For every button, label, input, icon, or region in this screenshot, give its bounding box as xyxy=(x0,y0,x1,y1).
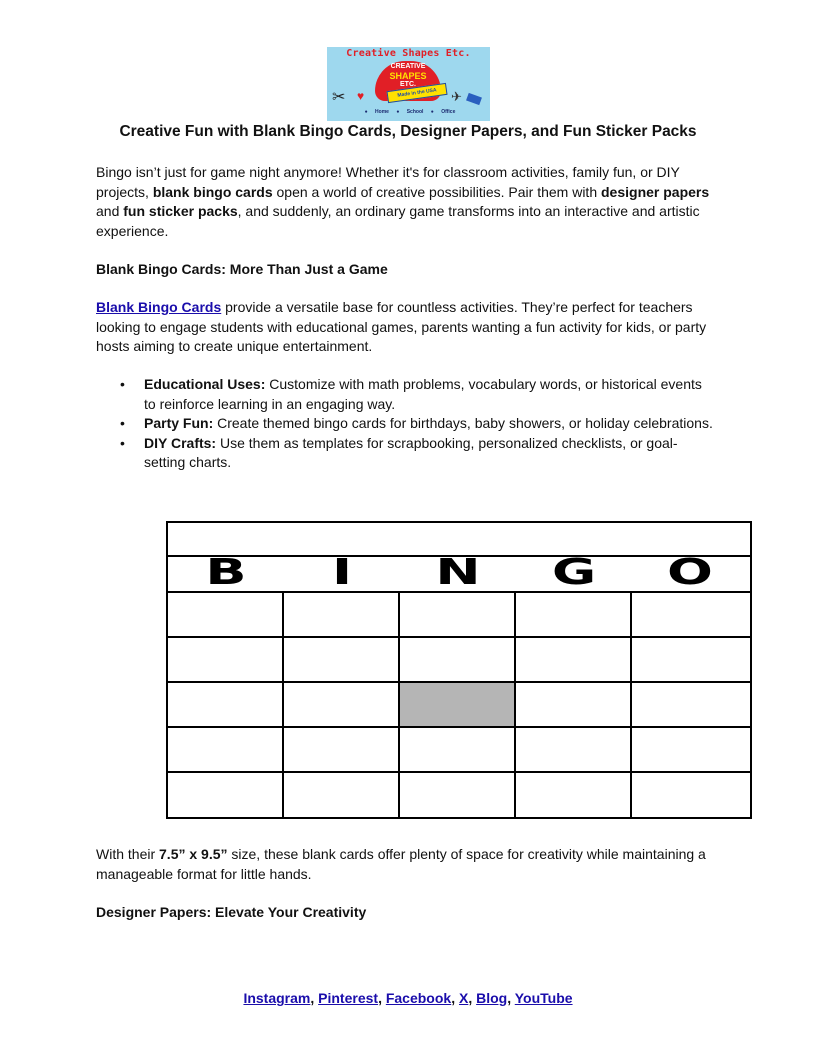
logo-top-text: Creative Shapes Etc. xyxy=(346,48,471,59)
bingo-letter: I xyxy=(331,552,353,593)
bingo-cell xyxy=(284,638,400,683)
bingo-cell xyxy=(632,593,750,638)
logo-made-banner: Made in the USA xyxy=(386,83,447,103)
page-title: Creative Fun with Blank Bingo Cards, Designer Papers, and Fun Sticker Packs xyxy=(119,123,697,140)
list-item xyxy=(96,375,716,414)
bluebird-icon xyxy=(466,93,482,105)
bingo-cell xyxy=(632,773,750,818)
logo-name-line1: CREATIVE xyxy=(390,63,426,70)
bingo-letter: B xyxy=(205,552,247,593)
footer-separator: , xyxy=(451,990,459,1006)
logo-name-line3: ETC. xyxy=(400,81,416,88)
footer-separator: , xyxy=(310,990,319,1006)
bingo-cell xyxy=(516,683,632,728)
footer-link-facebook[interactable]: Facebook xyxy=(385,990,452,1006)
intro-text-1: Bingo isn’t just for game night anymore! Whether it's for classroom activities, family fun, or DIY projects, xyxy=(96,164,680,200)
list-item xyxy=(96,414,716,434)
size-text-2: size, these blank cards offer plenty of space for creativity while maintaining a manageable format for little hands. xyxy=(96,846,706,882)
list-item xyxy=(96,434,716,473)
size-paragraph xyxy=(96,845,726,884)
footer-separator: , xyxy=(468,990,477,1006)
bird-icon: ✈ xyxy=(451,89,462,104)
bingo-free-cell xyxy=(400,683,516,728)
bingo-grid xyxy=(168,593,750,817)
footer-link-blog[interactable]: Blog xyxy=(476,990,508,1006)
intro-text-2: open a world of creative possibilities. Pair them with xyxy=(272,183,601,200)
footer-link-pinterest[interactable]: Pinterest xyxy=(318,990,379,1006)
bingo-letters-row xyxy=(168,552,750,593)
bingo-cell xyxy=(168,593,284,638)
bingo-cell xyxy=(168,773,284,818)
section-heading-papers: Designer Papers: Elevate Your Creativity xyxy=(96,904,367,920)
bingo-cell xyxy=(516,773,632,818)
footer-link-x[interactable]: X xyxy=(458,990,469,1006)
uses-list xyxy=(96,375,716,473)
bingo-cell xyxy=(516,728,632,773)
intro-paragraph xyxy=(96,163,726,241)
intro-text-3: and xyxy=(96,203,124,219)
bingo-cell xyxy=(284,728,400,773)
footer-separator: , xyxy=(507,990,515,1006)
logo-name-line2: SHAPES xyxy=(389,71,427,81)
bingo-cell xyxy=(284,593,400,638)
bingo-cell xyxy=(632,638,750,683)
bingo-cell xyxy=(168,683,284,728)
bingo-cell xyxy=(632,728,750,773)
intro-text-4: , and suddenly, an ordinary game transforms into an interactive and artistic experience. xyxy=(96,203,700,239)
bingo-paragraph-text: provide a versatile base for countless activities. They’re perfect for teachers looking to engage students with educational games, parents wanting a fun activity for kids, or party hosts aiming to create unique entertainment. xyxy=(96,299,707,354)
intro-bold-2: designer papers xyxy=(601,183,710,200)
bingo-cell xyxy=(168,638,284,683)
bingo-cell xyxy=(400,773,516,818)
bingo-paragraph xyxy=(96,298,726,357)
bingo-cell xyxy=(400,728,516,773)
size-bold: 7.5” x 9.5” xyxy=(159,846,228,862)
footer-link-instagram[interactable]: Instagram xyxy=(243,990,311,1006)
bingo-cell xyxy=(284,773,400,818)
bingo-cell xyxy=(400,593,516,638)
bingo-letter: N xyxy=(435,552,481,593)
blank-bingo-cards-link[interactable]: Blank Bingo Cards xyxy=(96,299,222,315)
list-item-text: Create themed bingo cards for birthdays, baby showers, or holiday celebrations. xyxy=(213,415,713,431)
bingo-cell xyxy=(400,638,516,683)
list-item-label: Party Fun: xyxy=(144,415,214,431)
bingo-cell xyxy=(284,683,400,728)
footer-link-youtube[interactable]: YouTube xyxy=(514,990,573,1006)
section-heading-bingo: Blank Bingo Cards: More Than Just a Game xyxy=(96,261,388,277)
bingo-cell xyxy=(632,683,750,728)
bingo-cell xyxy=(516,638,632,683)
heart-icon: ♥ xyxy=(357,89,365,103)
intro-bold-1: blank bingo cards xyxy=(152,183,273,200)
bingo-card-image xyxy=(166,521,752,819)
intro-bold-3: fun sticker packs xyxy=(123,203,238,219)
list-item-label: Educational Uses: xyxy=(144,376,266,392)
list-item-text: Use them as templates for scrapbooking, personalized checklists, or goal-setting charts. xyxy=(144,434,678,470)
list-item-text: Customize with math problems, vocabulary words, or historical events to reinforce learning in an engaging way. xyxy=(144,376,702,412)
scissors-icon: ✂ xyxy=(332,89,346,106)
bingo-cell xyxy=(168,728,284,773)
social-links-footer xyxy=(0,988,816,1008)
brand-logo xyxy=(327,47,490,121)
bingo-letter: G xyxy=(551,552,597,593)
bingo-cell xyxy=(516,593,632,638)
list-item-label: DIY Crafts: xyxy=(144,434,217,451)
footer-separator: , xyxy=(378,990,386,1006)
bingo-letter: O xyxy=(667,552,713,593)
logo-bottom-text: ● Home ● School ● Office xyxy=(364,109,456,115)
size-text-1: With their xyxy=(96,846,160,862)
